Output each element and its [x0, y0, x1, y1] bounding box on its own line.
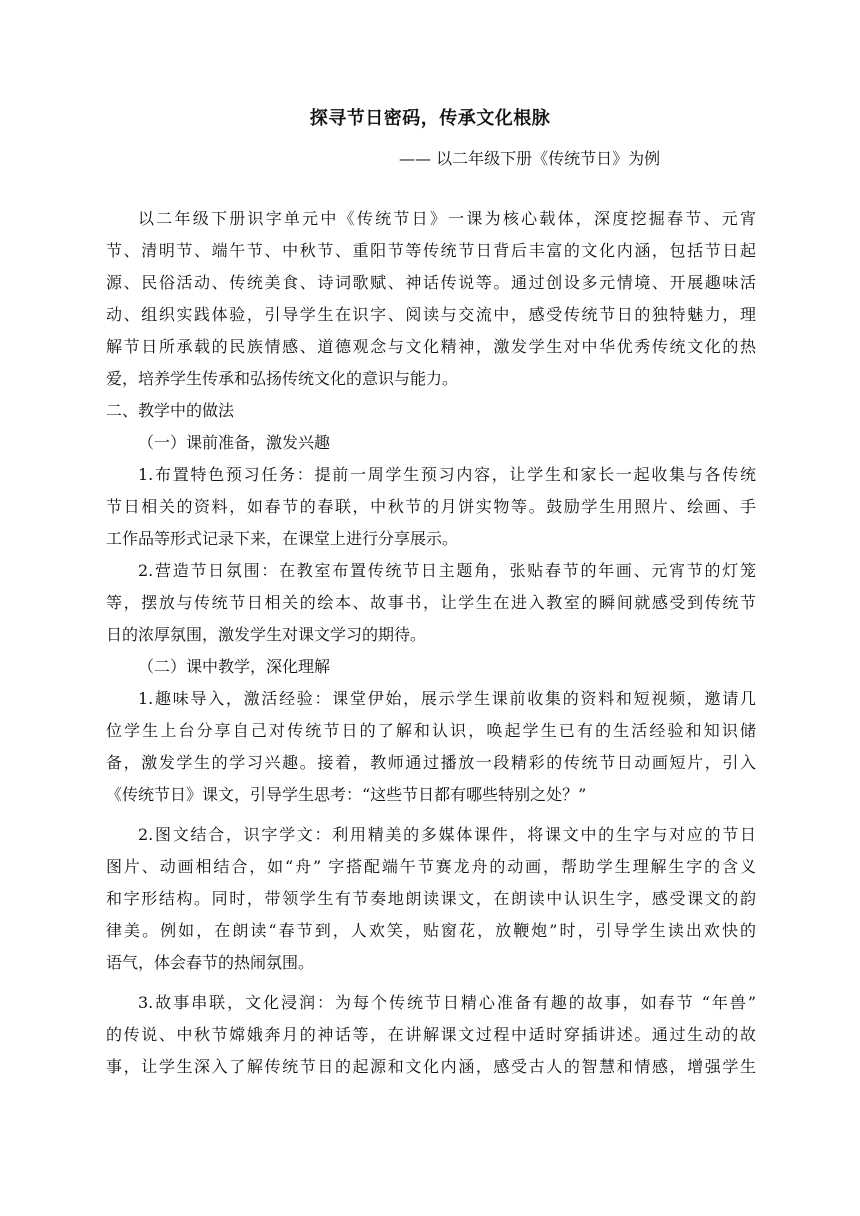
section-heading: 二、教学中的做法 [106, 401, 235, 420]
paragraph-line: 位学生上台分享自己对传统节日的了解和认识，唤起学生已有的生活经验和知识储 [106, 721, 756, 740]
intro-line: 解节日所承载的民族情感、道德观念与文化精神，激发学生对中华优秀传统文化的热 [106, 337, 756, 356]
paragraph-line: 等，摆放与传统节日相关的绘本、故事书，让学生在进入教室的瞬间就感受到传统节 [106, 593, 756, 612]
document-title: 探寻节日密码，传承文化根脉 [309, 108, 551, 129]
subsection-heading: （一）课前准备，激发兴趣 [138, 433, 331, 452]
intro-line: 爱，培养学生传承和弘扬传统文化的意识与能力。 [106, 369, 459, 388]
intro-line: 节、清明节、端午节、中秋节、重阳节等传统节日背后丰富的文化内涵，包括节日起 [106, 241, 756, 260]
paragraph-line: 备，激发学生的学习兴趣。接着，教师通过播放一段精彩的传统节日动画短片，引入 [106, 753, 756, 772]
paragraph-line: 语气，体会春节的热闹氛围。 [106, 953, 315, 972]
paragraph-line: 律美。例如，在朗读“春节到，人欢笑，贴窗花，放鞭炮”时，引导学生读出欢快的 [106, 921, 756, 940]
paragraph-line: 的传说、中秋节嫦娥奔月的神话等，在讲解课文过程中适时穿插讲述。通过生动的故 [106, 1025, 756, 1044]
paragraph-line: 事，让学生深入了解传统节日的起源和文化内涵，感受古人的智慧和情感，增强学生 [106, 1057, 756, 1076]
paragraph-line: 图片、动画相结合，如“舟” 字搭配端午节赛龙舟的动画，帮助学生理解生字的含义 [106, 857, 756, 876]
paragraph-line: 2.图文结合，识字学文：利用精美的多媒体课件，将课文中的生字与对应的节日 [138, 825, 756, 844]
paragraph-line: 1.趣味导入，激活经验：课堂伊始，展示学生课前收集的资料和短视频，邀请几 [138, 689, 756, 708]
paragraph-line: 和字形结构。同时，带领学生有节奏地朗读课文，在朗读中认识生字，感受课文的韵 [106, 889, 756, 908]
paragraph-line: 工作品等形式记录下来，在课堂上进行分享展示。 [106, 529, 459, 548]
document-subtitle: —— 以二年级下册《传统节日》为例 [399, 149, 661, 168]
intro-line: 动、组织实践体验，引导学生在识字、阅读与交流中，感受传统节日的独特魅力，理 [106, 305, 756, 324]
subsection-heading: （二）课中教学，深化理解 [138, 657, 331, 676]
paragraph-line: 日的浓厚氛围，激发学生对课文学习的期待。 [106, 625, 427, 644]
paragraph-line: 1.布置特色预习任务：提前一周学生预习内容，让学生和家长一起收集与各传统 [138, 465, 756, 484]
intro-line: 以二年级下册识字单元中《传统节日》一课为核心载体，深度挖掘春节、元宵 [138, 209, 756, 228]
paragraph-line: 《传统节日》课文，引导学生思考：“这些节日都有哪些特别之处？” [106, 785, 587, 804]
paragraph-line: 2.营造节日氛围：在教室布置传统节日主题角，张贴春节的年画、元宵节的灯笼 [138, 561, 756, 580]
paragraph-line: 3.故事串联，文化浸润：为每个传统节日精心准备有趣的故事，如春节 “年兽” [138, 993, 756, 1012]
paragraph-line: 节日相关的资料，如春节的春联，中秋节的月饼实物等。鼓励学生用照片、绘画、手 [106, 497, 756, 516]
intro-line: 源、民俗活动、传统美食、诗词歌赋、神话传说等。通过创设多元情境、开展趣味活 [106, 273, 756, 292]
